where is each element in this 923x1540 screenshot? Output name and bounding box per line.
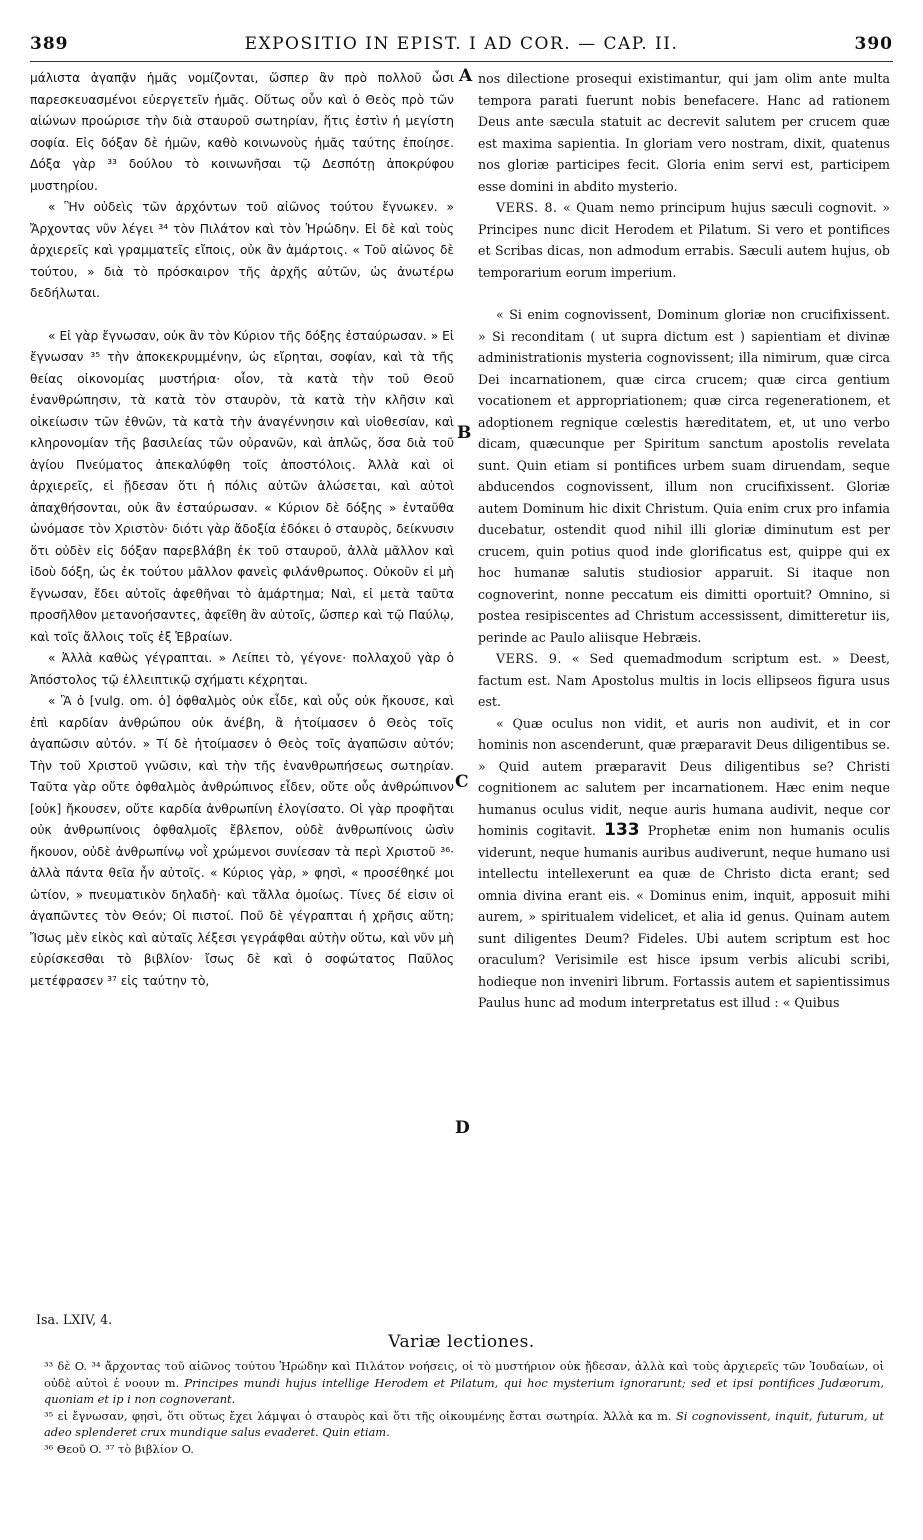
running-title: EXPOSITIO IN EPIST. I AD COR. — CAP. II. [244,34,679,54]
page-header [30,34,893,60]
footnote-greek: ³⁵ εἰ ἔγνωσαν, φησὶ, ὅτι οὕτως ἔχει λάμψαι ὁ σταυρὸς καὶ ὅτι τῆς οἰκουμένης ἔσται σωτηρία. Ἀλλὰ κα m. [44,1408,672,1423]
greek-paragraph: « Ἃ ὁ [vulg. om. ὁ] ὀφθαλμὸς οὐκ εἶδε, καὶ οὖς οὐκ ἤκουσε, καὶ ἐπὶ καρδίαν ἀνθρώπου οὐκ ἀνέβη, ἃ ἡτοίμασεν ὁ Θεὸς τοῖς ἀγαπῶσιν αὐτόν. » Τί δὲ ἡτοίμασεν ὁ Θεὸς τοῖς ἀγαπῶσιν αὐτόν; Τὴν τοῦ Χριστοῦ γνῶσιν, καὶ τὴν τῆς ἐνανθρωπήσεως σωτηρίαν. Ταῦτα γὰρ οὔτε ὀφθαλμὸς ἀνθρώπινος εἶδεν, οὔτε οὖς ἀνθρώπινον [οὐκ] ἤκουσεν, οὔτε καρδία ἀνθρωπίνη ἐλογίσατο. Οἱ γὰρ προφῆται οὐκ ἀνθρωπίνοις ὀφθαλμοῖς ἔβλεπον, οὐδὲ ἀνθρωπίνοις ὠσὶν ἤκουον, οὐδὲ ἀνθρωπίνῳ νοῒ χρώμενοι συνίεσαν τὰ περὶ Χριστοῦ ³⁶· ἀλλὰ πάντα θεῖα ἦν αὐτοῖς. « Κύριος γὰρ, » φησὶ, « προσέθηκέ μοι ὠτίον, » πνευματικὸν δηλαδὴ· καὶ τἄλλα ὁμοίως. Τίνες δέ εἰσιν οἱ ἀγαπῶντες τὸν Θεόν; Οἱ πιστοί. Ποῦ δὲ γέγραπται ἡ χρῆσις αὕτη; Ἴσως μὲν εἰκὸς καὶ αὐταῖς λέξεσι γεγράφθαι αὐτὴν οὕτω, καὶ νῦν μὴ εὑρίσκεσθαι τὸ βιβλίον· ἴσως δὲ καὶ ὁ σοφώτατος Παῦλος μετέφρασεν ³⁷ εἰς ταύτην τὸ, [30,694,454,988]
footnote-latin: Si cognovissent, inquit, futurum, ut adeo splenderet crux mundique salus evaderet. Quin etiam. [44,1408,885,1439]
page-number-left: 389 [30,34,69,54]
greek-paragraph: μάλιστα ἀγαπᾷν ἡμᾶς νομίζονται, ὥσπερ ἂν πρὸ πολλοῦ ὦσι παρεσκευασμένοι εὐεργετεῖν ἡμᾶς. Οὕτως οὖν καὶ ὁ Θεὸς πρὸ τῶν αἰώνων προώρισε τὴν διὰ σταυροῦ σωτηρίαν, ἥτις ἐστὶν ἡ μεγίστη σοφία. Εἰς δόξαν δὲ ἡμῶν, καθὸ κοινωνοὺς ἡμᾶς ταύτης ἐποίησε. Δόξα γὰρ ³³ δούλου τὸ κοινωνῆσαι τῷ Δεσπότῃ ἀποκρύφου μυστηρίου. [30,71,454,193]
section-marker-b: B [457,423,472,443]
page-number-right: 390 [854,34,893,54]
latin-paragraph: « Si enim cognovissent, Dominum gloriæ non crucifixissent. » Si reconditam ( ut supra dictum est ) sapientiam et divinæ administrationis mysteria cognovissent; illa nimirum, quæ circa Dei incarnationem, quæ circa crucem; quæ circa gentium vocationem et appropriationem; quæ circa regenerationem, et adoptionem regnique cœlestis hæreditatem, et, ut uno verbo dicam, quæcunque per Spiritum sanctum apostolis revelata sunt. Quin etiam si pontifices urbem suam diruendam, seque abducendos cognovissent, illum non crucifixissent. Gloriæ autem Dominum hic dixit Christum. Quia enim crux pro infamia ducebatur, ostendit quod nihil illi gloriæ diminutum est per crucem, quin potius quod inde glorificatus est, quippe qui ex hoc humanæ salutis studiosior apparuit. Si itaque non cognoverint, nonne peccatum eis dimitti oportuit? Omnino, si postea resipiscentes ad Christum accessissent, dimitteretur iis, perinde ac Paulo aliisque Hebræis. [478,307,890,645]
section-marker-d: D [455,1118,470,1138]
latin-text: « Quam nemo principum hujus sæculi cognovit. » Principes nunc dicit Herodem et Pilatum. Si vero et pontifices et Scribas dicas, non admodum errabis. Sæculi autem hujus, ob temporarium eorum imperium. [478,200,890,280]
greek-paragraph: « Ἀλλὰ καθὼς γέγραπται. » Λείπει τὸ, γέγονε· πολλαχοῦ γὰρ ὁ Ἀπόστολος τῷ ἐλλειπτικῷ σχήματι κέχρηται. [30,651,454,687]
latin-paragraph [478,713,890,1014]
latin-text: « Sed quemadmodum scriptum est. » Deest, factum est. Nam Apostolus multis in locis ellipseos figura usus est. [478,651,890,709]
section-marker-c: C [455,772,469,792]
scripture-reference: Isa. LXIV, 4. [36,1312,113,1327]
greek-paragraph: « Ἣν οὐδεὶς τῶν ἀρχόντων τοῦ αἰῶνος τούτου ἔγνωκεν. » Ἄρχοντας νῦν λέγει ³⁴ τὸν Πιλάτον καὶ τὸν Ἡρώδην. Εἰ δὲ καὶ τοὺς ἀρχιερεῖς καὶ γραμματεῖς εἴποις, οὐκ ἂν ἁμάρτοις. « Τοῦ αἰῶνος δὲ τούτου, » διὰ τὸ πρόσκαιρον τῆς ἀρχῆς αὐτῶν, ὡς ἀνωτέρω δεδήλωται. [30,200,454,300]
latin-column [478,68,890,1014]
latin-paragraph [478,648,890,713]
footnote: ³⁶ Θεοῦ O. ³⁷ τὸ βιβλίον O. [44,1441,194,1456]
footnote-latin: Principes mundi hujus intellige Herodem et Pilatum, qui hoc mysterium ignorarunt; sed et ipsi pontifices Judæorum, quoniam et ip i non cognoverant. [44,1375,884,1406]
verse-label: VERS. 8. [496,200,558,215]
footnote [44,1358,884,1408]
verse-label: VERS. 9. [496,651,562,666]
footnote [44,1408,884,1441]
variae-lectiones-title: Variæ lectiones. [388,1332,535,1352]
page-mark: 133 [604,820,640,840]
section-marker-a: A [459,66,473,86]
footnote-greek: ³³ δὲ O. ³⁴ ἄρχοντας τοῦ αἰῶνος τούτου Ἡρώδην καὶ Πιλάτον νοήσεις, οἱ τὸ μυστήριον οὐκ ᾔδεσαν, ἀλλὰ καὶ τοὺς ἀρχιερεῖς τῶν Ἰουδαίων, οἱ οὐδὲ αὐτοὶ ἐ νοουν m. [44,1359,884,1390]
latin-text: « Quæ oculus non vidit, et auris non audivit, et in cor hominis non ascenderunt, quæ præparavit Deus diligentibus se. » Quid autem præparavit Deus diligentibus se? Christi cognitionem ac salutem per incarnationem. Hæc enim neque humanus oculus vidit, neque auris humana audivit, neque cor hominis cogitavit. [478,715,890,838]
greek-column [30,68,454,992]
latin-paragraph: nos dilectione prosequi existimantur, qui jam olim ante multa tempora parati fuerunt nobis benefacere. Hanc ad rationem Deus ante sæcula statuit ac decrevit salutem per crucem quæ est maxima sapientia. In gloriam vero nostram, dixit, quatenus nos gloriæ participes fecit. Gloria enim servi est, participem esse domini in abdito mysterio. [478,71,890,194]
latin-text: Prophetæ enim non humanis oculis viderunt, neque humanis auribus audiverunt, neque humano usi intellectu intellexerunt ea quæ de Christo dicta erant; sed omnia divina erant eis. « Dominus enim, inquit, apposuit mihi aurem, » spiritualem videlicet, et alia id genus. Quinam autem sunt diligentes Deum? Fideles. Ubi autem scriptum est hoc oraculum? Verisimile est hisce ipsum verbis alicubi scribi, hodieque non inveniri librum. Fortassis autem et sapientissimus Paulus hunc ad modum interpretatus est illud : « Quibus [478,823,890,1010]
footnotes [44,1358,884,1457]
latin-paragraph [478,197,890,283]
greek-paragraph: « Εἰ γὰρ ἔγνωσαν, οὐκ ἂν τὸν Κύριον τῆς δόξης ἐσταύρωσαν. » Εἰ ἔγνωσαν ³⁵ τὴν ἀποκεκρυμμένην, ὡς εἴρηται, σοφίαν, καὶ τὰ τῆς θείας οἰκονομίας μυστήρια· οἷον, τὰ κατὰ τὴν τοῦ Θεοῦ ἐνανθρώπησιν, τὰ κατὰ τὸν σταυρὸν, τὰ κατὰ τὴν κλῆσιν καὶ οἰκείωσιν τῶν ἐθνῶν, τὰ κατὰ τὴν ἀναγέννησιν καὶ υἱοθεσίαν, καὶ κληρονομίαν τῆς βασιλείας τῶν οὐρανῶν, καὶ ἁπλῶς, ὅσα διὰ τοῦ ἁγίου Πνεύματος ἀπεκαλύφθη τοῖς ἀποστόλοις. Ἀλλὰ καὶ οἱ ἀρχιερεῖς, εἰ ᾔδεσαν ὅτι ἡ πόλις αὐτῶν ἁλώσεται, καὶ αὐτοὶ ἀπαχθήσονται, οὐκ ἂν ἐσταύρωσαν. « Κύριον δὲ δόξης » ἐνταῦθα ὠνόμασε τὸν Χριστὸν· διότι γὰρ ἄδοξία ἐδόκει ὁ σταυρὸς, δείκνυσιν ὅτι οὐδὲν εἰς δόξαν παρεβλάβη ἐκ τοῦ σταυροῦ, ἀλλὰ μᾶλλον καὶ ἰδοὺ δόξη, ὡς ἐκ τούτου μᾶλλον φανεὶς φιλάνθρωπος. Οὐκοῦν εἰ μὴ ἔγνωσαν, ἔδει αὐτοῖς ἀφεθῆναι τὸ ἁμάρτημα; Ναὶ, εἰ μετὰ ταῦτα προσῆλθον μετανοήσαντες, ἀφεῖθη ἂν αὐτοῖς, ὥσπερ καὶ τῷ Παύλῳ, καὶ τοῖς ἄλλοις τοῖς ἐξ Ἑβραίων. [30,328,454,644]
header-rule [30,61,893,62]
